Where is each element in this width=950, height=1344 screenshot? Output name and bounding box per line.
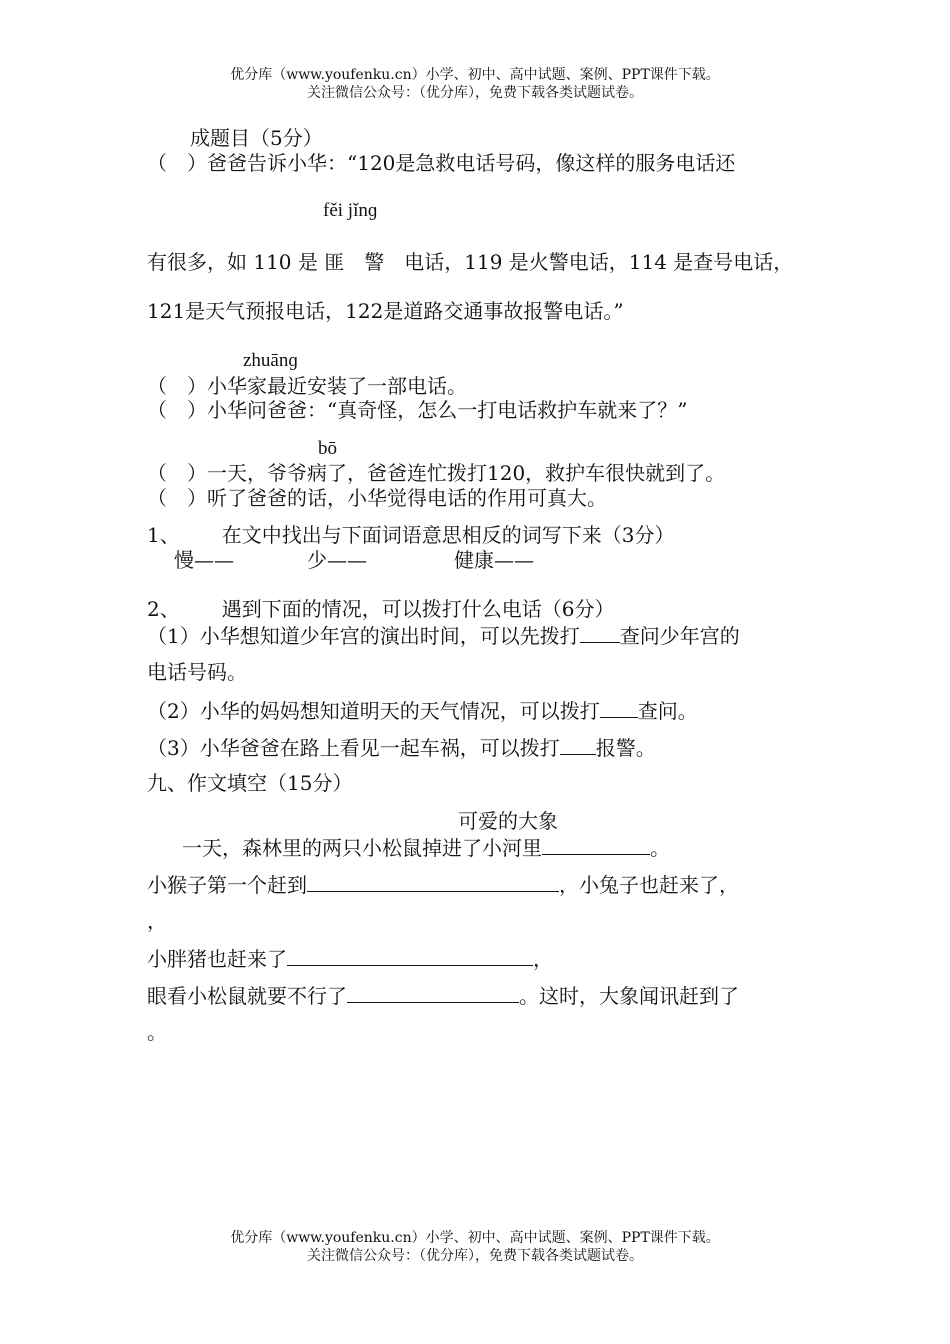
sentence-4 <box>147 461 725 485</box>
essay-line-4 <box>147 945 553 971</box>
footer-line-2: 关注微信公众号：（优分库），免费下载各类试题试卷。 <box>307 1248 643 1264</box>
question-2-item-1 <box>147 622 740 648</box>
sentence-1-line-3: 121是天气预报电话，122是道路交通事故报警电话。” <box>147 299 624 323</box>
pinyin-bo: bō <box>318 438 337 459</box>
essay-title: 可爱的大象 <box>458 809 558 833</box>
essay-line-4-end: ， <box>533 947 553 971</box>
answer-blank[interactable] <box>600 697 638 718</box>
item-3-text-a: （3）小华爸爸在路上看见一起车祸，可以拨打 <box>147 736 560 760</box>
order-bracket[interactable]: （ ） <box>147 374 207 398</box>
sentence-1-line-1 <box>147 151 735 175</box>
section-title-tail: 成题目（5分） <box>190 126 323 150</box>
question-2-item-1-cont: 电话号码。 <box>147 660 247 684</box>
item-2-text-b: 查问。 <box>637 699 698 723</box>
essay-line-1-end: 。 <box>650 836 670 860</box>
sentence-1-line-2: 有很多，如 110 是 匪 警 电话，119 是火警电话，114 是查号电话， <box>147 250 794 274</box>
sentence-3 <box>147 398 687 422</box>
item-3-text-b: 报警。 <box>595 736 656 760</box>
question-2-number: 2、 <box>147 597 180 621</box>
question-2-item-3 <box>147 734 656 760</box>
sentence-4-text: 一天，爷爷病了，爸爸连忙拨打120，救护车很快就到了。 <box>207 461 726 485</box>
antonym-item-3: 健康—— <box>454 548 534 572</box>
essay-line-2-end: ，小兔子也赶来了， <box>559 873 739 897</box>
essay-blank[interactable] <box>287 945 533 966</box>
question-1 <box>147 523 674 547</box>
essay-blank[interactable] <box>542 834 650 855</box>
sentence-2-text: 小华家最近安装了一部电话。 <box>207 374 467 398</box>
antonym-item-2: 少—— <box>307 548 367 572</box>
question-2-text: 遇到下面的情况，可以拨打什么电话（6分） <box>221 597 615 621</box>
question-2-item-2 <box>147 697 698 723</box>
question-9-title: 九、作文填空（15分） <box>147 771 353 795</box>
question-1-number: 1、 <box>147 523 180 547</box>
sentence-5 <box>147 486 607 510</box>
order-bracket[interactable]: （ ） <box>147 461 207 485</box>
question-2 <box>147 597 614 621</box>
essay-blank[interactable] <box>307 871 559 892</box>
essay-line-2 <box>147 871 739 897</box>
essay-line-4-text: 小胖猪也赶来了 <box>147 947 287 971</box>
sentence-3-text: 小华问爸爸：“真奇怪，怎么一打电话救护车就来了？” <box>207 398 688 422</box>
order-bracket[interactable]: （ ） <box>147 486 207 510</box>
item-1-text-a: （1）小华想知道少年宫的演出时间，可以先拨打 <box>147 624 580 648</box>
antonym-item-1: 慢—— <box>174 548 234 572</box>
essay-blank[interactable] <box>347 982 519 1003</box>
essay-line-3: ， <box>147 909 167 933</box>
answer-blank[interactable] <box>560 734 596 755</box>
header-line-2: 关注微信公众号：（优分库），免费下载各类试题试卷。 <box>307 85 643 101</box>
order-bracket[interactable]: （ ） <box>147 398 207 422</box>
header-line-1: 优分库（www.youfenku.cn）小学、初中、高中试题、案例、PPT课件下载。 <box>230 67 720 83</box>
essay-line-5-text: 眼看小松鼠就要不行了 <box>147 984 347 1008</box>
essay-line-2-text: 小猴子第一个赶到 <box>147 873 307 897</box>
answer-blank[interactable] <box>580 622 620 643</box>
sentence-5-text: 听了爸爸的话，小华觉得电话的作用可真大。 <box>207 486 607 510</box>
item-1-text-b: 查问少年宫的 <box>619 624 740 648</box>
sentence-2 <box>147 374 467 398</box>
sentence-1-text-a: 爸爸告诉小华：“120是急救电话号码，像这样的服务电话还 <box>207 151 736 175</box>
order-bracket[interactable]: （ ） <box>147 151 207 175</box>
question-1-text: 在文中找出与下面词语意思相反的词写下来（3分） <box>221 523 675 547</box>
item-2-text-a: （2）小华的妈妈想知道明天的天气情况，可以拨打 <box>147 699 600 723</box>
essay-line-5-end: 。这时，大象闻讯赶到了 <box>519 984 739 1008</box>
essay-line-1-text: 一天，森林里的两只小松鼠掉进了小河里 <box>182 836 542 860</box>
pinyin-feijing: fěi jǐnɡ <box>323 200 378 221</box>
pinyin-zhuang: zhuānɡ <box>243 350 298 371</box>
essay-line-5 <box>147 982 739 1008</box>
footer-line-1: 优分库（www.youfenku.cn）小学、初中、高中试题、案例、PPT课件下载。 <box>230 1230 720 1246</box>
essay-line-1 <box>182 834 670 860</box>
essay-line-6: 。 <box>147 1020 167 1044</box>
